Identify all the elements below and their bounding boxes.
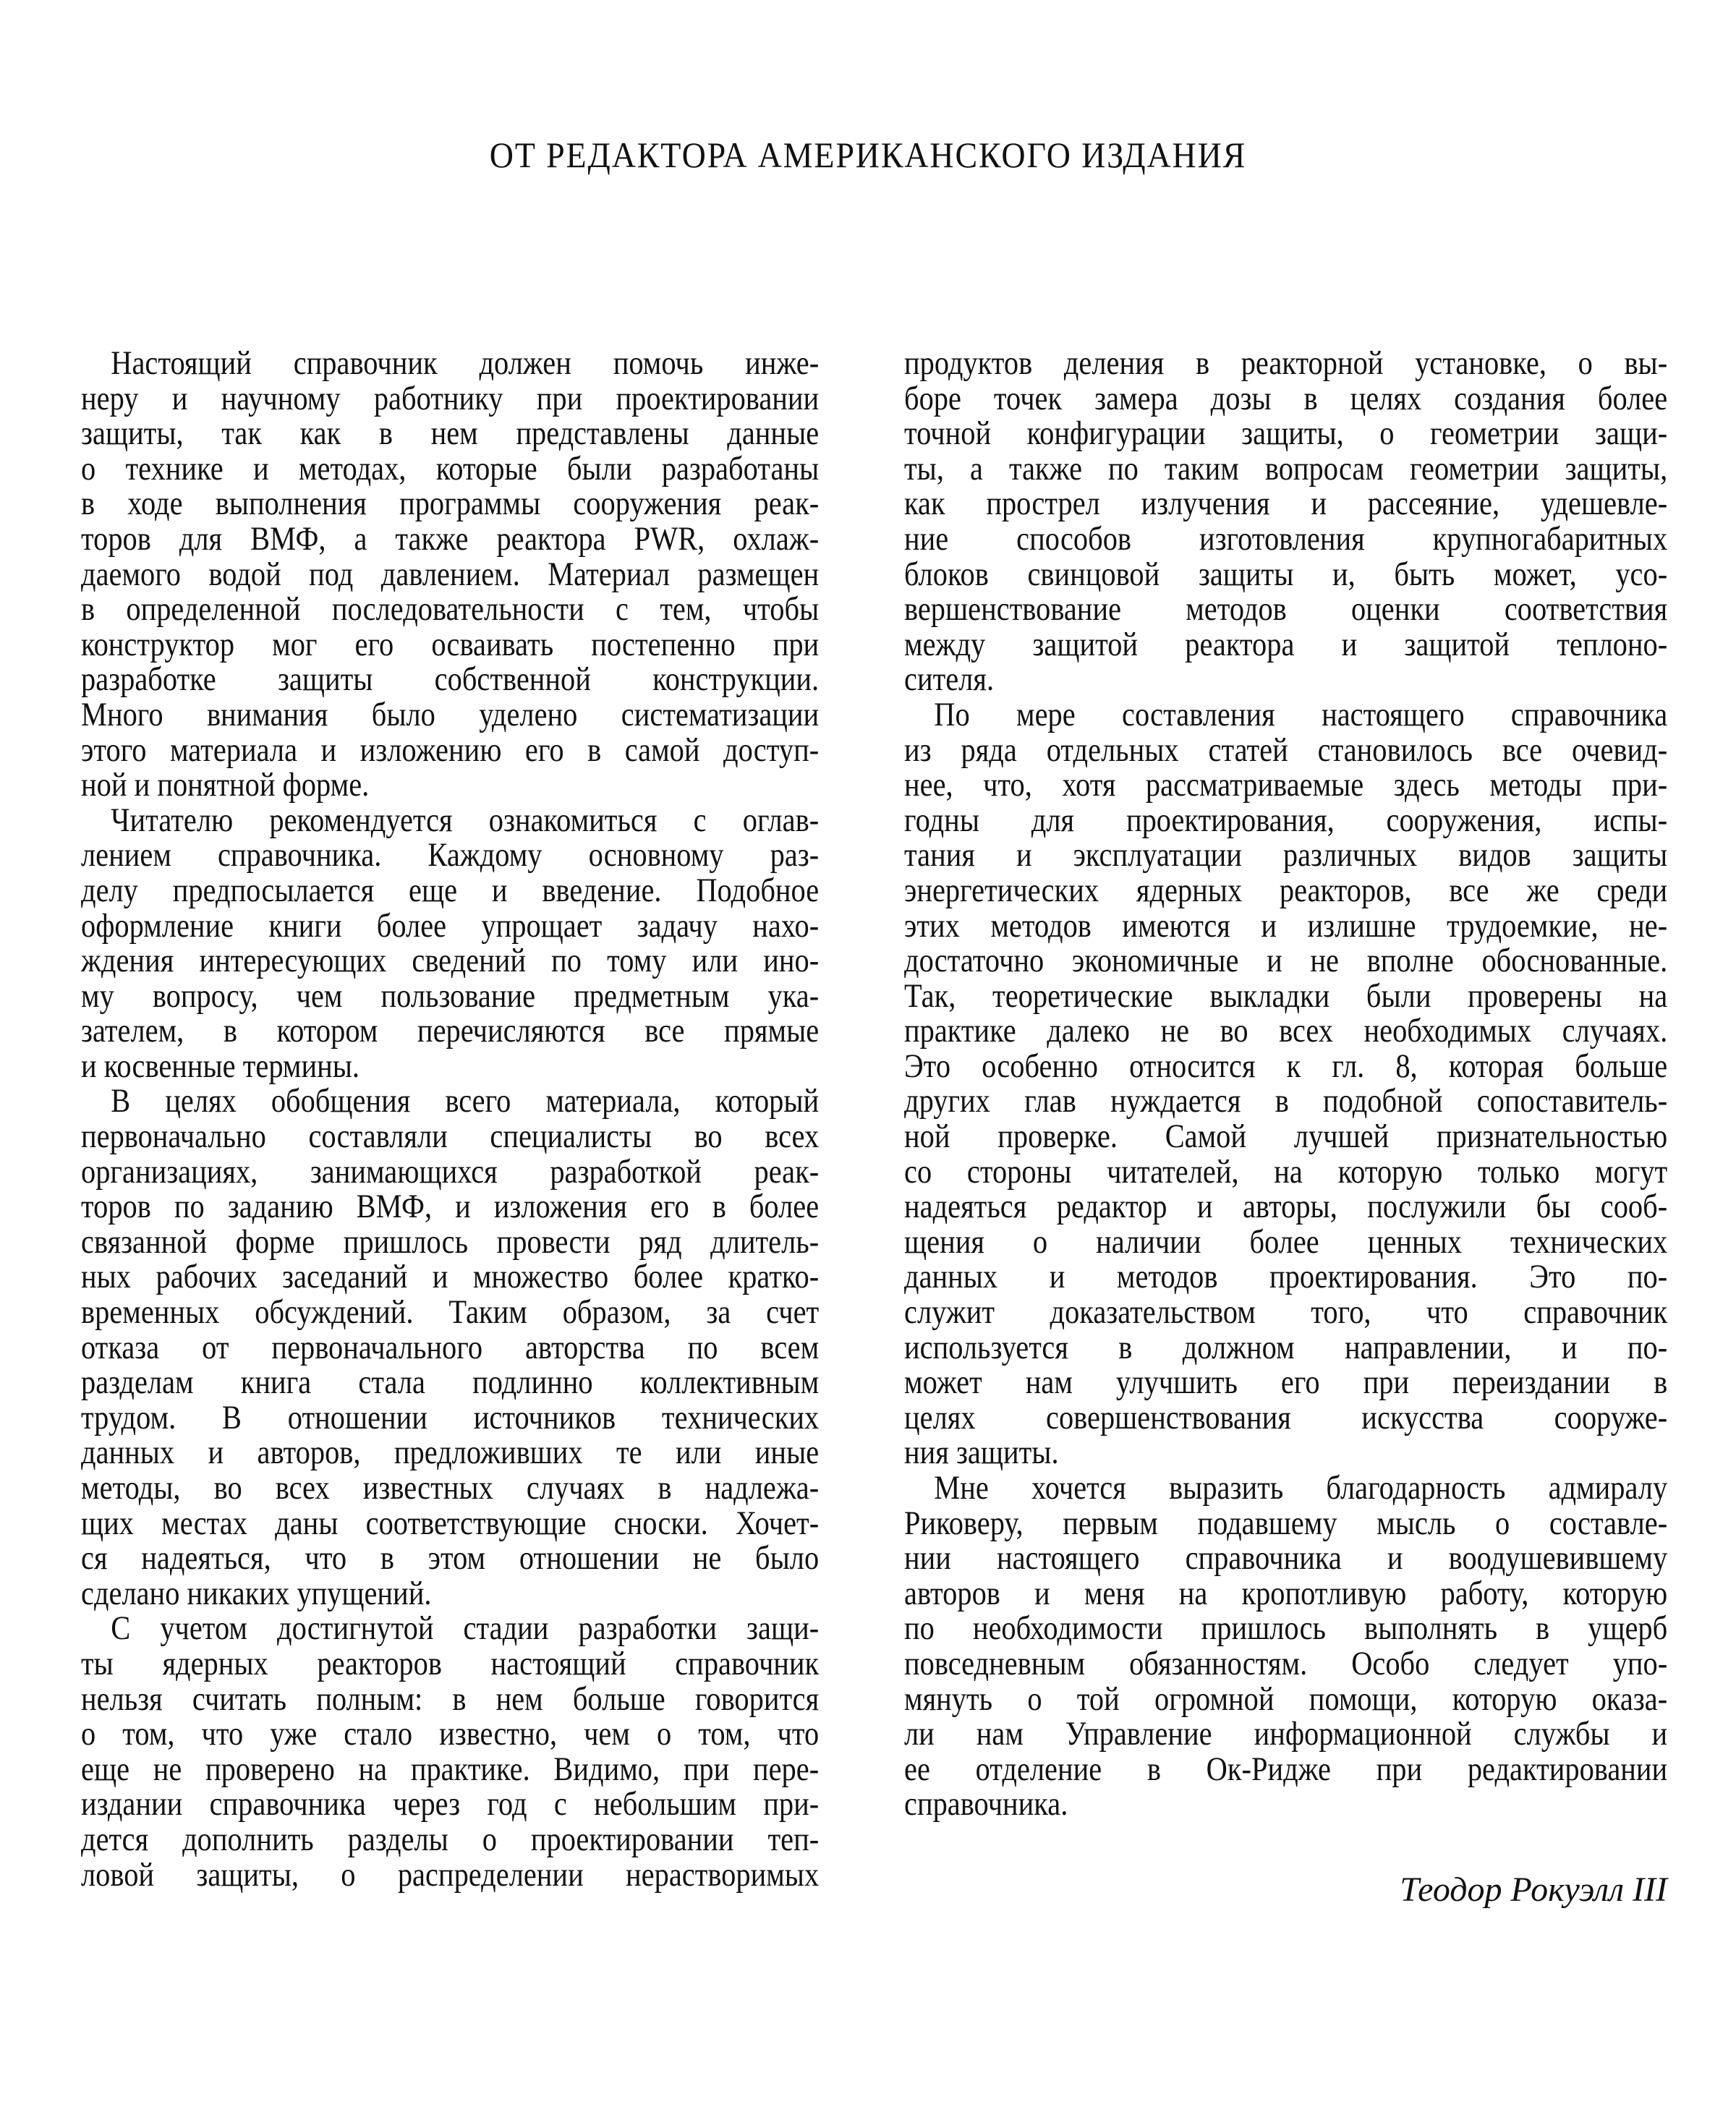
- text-line: боре точек замера дозы в целях создания более: [904, 379, 1668, 417]
- text-line: ждения интересующих сведений по тому или ино-: [81, 942, 820, 980]
- text-line: ной и понятной форме.: [81, 766, 370, 804]
- text-line: ли нам Управление информационной службы и: [904, 1715, 1668, 1753]
- text-line: ты, а также по таким вопросам геометрии защиты,: [904, 449, 1668, 488]
- text-line: вершенствование методов оценки соответствия: [904, 590, 1668, 629]
- right-column: [904, 346, 1667, 1822]
- text-line: организациях, занимающихся разработкой реак-: [81, 1152, 820, 1191]
- text-line: о технике и методах, которые были разработаны: [81, 449, 820, 488]
- text-line: достаточно экономичные и не вполне обоснованные.: [904, 942, 1668, 980]
- text-line: По мере составления настоящего справочника: [934, 695, 1668, 733]
- text-line: ее отделение в Ок-Ридже при редактировании: [904, 1750, 1668, 1788]
- text-line: дется дополнить разделы о проектировании теп-: [81, 1820, 820, 1858]
- text-line: отказа от первоначального авторства по всем: [81, 1328, 820, 1366]
- text-line: из ряда отдельных статей становилось все очевид-: [904, 731, 1668, 769]
- text-line: временных обсуждений. Таким образом, за счет: [81, 1293, 820, 1332]
- text-line: Так, теоретические выкладки были проверены на: [904, 976, 1668, 1015]
- text-line: разделам книга стала подлинно коллективным: [81, 1363, 820, 1402]
- text-line: ся надеяться, что в этом отношении не было: [81, 1539, 820, 1578]
- text-line: лением справочника. Каждому основному раз-: [81, 836, 820, 874]
- text-line: мянуть о той огромной помощи, которую оказа-: [904, 1680, 1668, 1718]
- text-line: Риковеру, первым подавшему мысль о составле-: [904, 1504, 1668, 1542]
- text-line: надеяться редактор и авторы, послужили бы сооб-: [904, 1188, 1668, 1226]
- text-line: этого материала и изложению его в самой доступ-: [81, 731, 820, 769]
- text-line: тания и эксплуатации различных видов защиты: [904, 836, 1668, 874]
- text-line: зателем, в котором перечисляются все прямые: [81, 1012, 820, 1050]
- author-signature: Теодор Рокуэлл III: [1400, 1870, 1667, 1909]
- text-line: других глав нуждается в подобной сопоставитель-: [904, 1082, 1668, 1120]
- text-line: этих методов имеются и излишне трудоемкие, не-: [904, 906, 1668, 945]
- text-line: еще не проверено на практике. Видимо, при пере-: [81, 1750, 820, 1788]
- text-line: издании справочника через год с небольшим при-: [81, 1785, 820, 1823]
- text-line: му вопросу, чем пользование предметным ука-: [81, 976, 820, 1015]
- text-line: С учетом достигнутой стадии разработки защи-: [111, 1609, 820, 1648]
- text-line: Много внимания было уделено систематизации: [81, 695, 820, 733]
- text-line: ние способов изготовления крупногабаритных: [904, 519, 1668, 558]
- text-line: оформление книги более упрощает задачу нахо-: [81, 906, 820, 945]
- text-line: Мне хочется выразить благодарность адмиралу: [934, 1469, 1668, 1507]
- text-line: целях совершенствования искусства сооруже-: [904, 1398, 1668, 1436]
- text-line: торов для ВМФ, а также реактора PWR, охлаж-: [81, 519, 820, 558]
- text-line: конструктор мог его осваивать постепенно при: [81, 625, 820, 663]
- page-title: ОТ РЕДАКТОРА АМЕРИКАНСКОГО ИЗДАНИЯ: [489, 135, 1247, 175]
- text-line: неру и научному работнику при проектировании: [81, 379, 820, 417]
- text-line: ной проверке. Самой лучшей признательностью: [904, 1118, 1668, 1156]
- text-line: нее, что, хотя рассматриваемые здесь методы при-: [904, 766, 1668, 804]
- left-column: [81, 346, 819, 1892]
- text-line: сделано никаких упущений.: [81, 1574, 432, 1612]
- text-line: щих местах даны соответствующие сноски. Хочет-: [81, 1504, 820, 1542]
- text-line: торов по заданию ВМФ, и изложения его в более: [81, 1188, 820, 1226]
- text-line: Настоящий справочник должен помочь инже-: [111, 344, 820, 382]
- text-line: и косвенные термины.: [81, 1047, 360, 1085]
- text-line: В целях обобщения всего материала, который: [111, 1082, 820, 1120]
- text-line: может нам улучшить его при переиздании в: [904, 1363, 1668, 1402]
- text-line: ния защиты.: [904, 1434, 1059, 1472]
- text-line: годны для проектирования, сооружения, испы-: [904, 801, 1668, 839]
- text-line: повседневным обязанностям. Особо следует упо-: [904, 1644, 1668, 1682]
- text-line: Это особенно относится к гл. 8, которая больше: [904, 1047, 1668, 1085]
- text-line: продуктов деления в реакторной установке, о вы-: [904, 344, 1668, 382]
- text-line: энергетических ядерных реакторов, все же среди: [904, 871, 1668, 909]
- text-line: по необходимости пришлось выполнять в ущерб: [904, 1609, 1668, 1648]
- text-line: методы, во всех известных случаях в надлежа-: [81, 1469, 820, 1507]
- text-line: щения о наличии более ценных технических: [904, 1222, 1668, 1261]
- text-line: нии настоящего справочника и воодушевившему: [904, 1539, 1668, 1578]
- text-line: даемого водой под давлением. Материал размещен: [81, 555, 820, 593]
- text-line: в ходе выполнения программы сооружения реак-: [81, 485, 820, 523]
- text-line: ных рабочих заседаний и множество более кратко-: [81, 1258, 820, 1296]
- text-line: в определенной последовательности с тем, чтобы: [81, 590, 820, 629]
- text-line: о том, что уже стало известно, чем о том, что: [81, 1715, 820, 1753]
- text-line: ловой защиты, о распределении нерастворимых: [81, 1855, 820, 1894]
- text-line: данных и методов проектирования. Это по-: [904, 1258, 1668, 1296]
- text-line: данных и авторов, предложивших те или иные: [81, 1434, 820, 1472]
- text-line: нельзя считать полным: в нем больше говорится: [81, 1680, 820, 1718]
- text-line: как прострел излучения и рассеяние, удешевле-: [904, 485, 1668, 523]
- text-line: авторов и меня на кропотливую работу, которую: [904, 1574, 1668, 1612]
- text-line: справочника.: [904, 1785, 1068, 1823]
- text-line: делу предпосылается еще и введение. Подобное: [81, 871, 820, 909]
- text-line: со стороны читателей, на которую только могут: [904, 1152, 1668, 1191]
- text-line: сителя.: [904, 660, 995, 699]
- text-line: практике далеко не во всех необходимых случаях.: [904, 1012, 1668, 1050]
- text-line: точной конфигурации защиты, о геометрии защи-: [904, 414, 1668, 453]
- text-line: связанной форме пришлось провести ряд длитель-: [81, 1222, 820, 1261]
- text-line: ты ядерных реакторов настоящий справочник: [81, 1644, 820, 1682]
- text-line: первоначально составляли специалисты во всех: [81, 1118, 820, 1156]
- text-line: блоков свинцовой защиты и, быть может, усо-: [904, 555, 1668, 593]
- text-line: разработке защиты собственной конструкции.: [81, 660, 820, 699]
- text-line: используется в должном направлении, и по-: [904, 1328, 1668, 1366]
- text-line: защиты, так как в нем представлены данные: [81, 414, 820, 453]
- text-line: трудом. В отношении источников технических: [81, 1398, 820, 1436]
- text-line: между защитой реактора и защитой теплоно-: [904, 625, 1668, 663]
- text-line: служит доказательством того, что справочник: [904, 1293, 1668, 1332]
- text-line: Читателю рекомендуется ознакомиться с оглав-: [111, 801, 820, 839]
